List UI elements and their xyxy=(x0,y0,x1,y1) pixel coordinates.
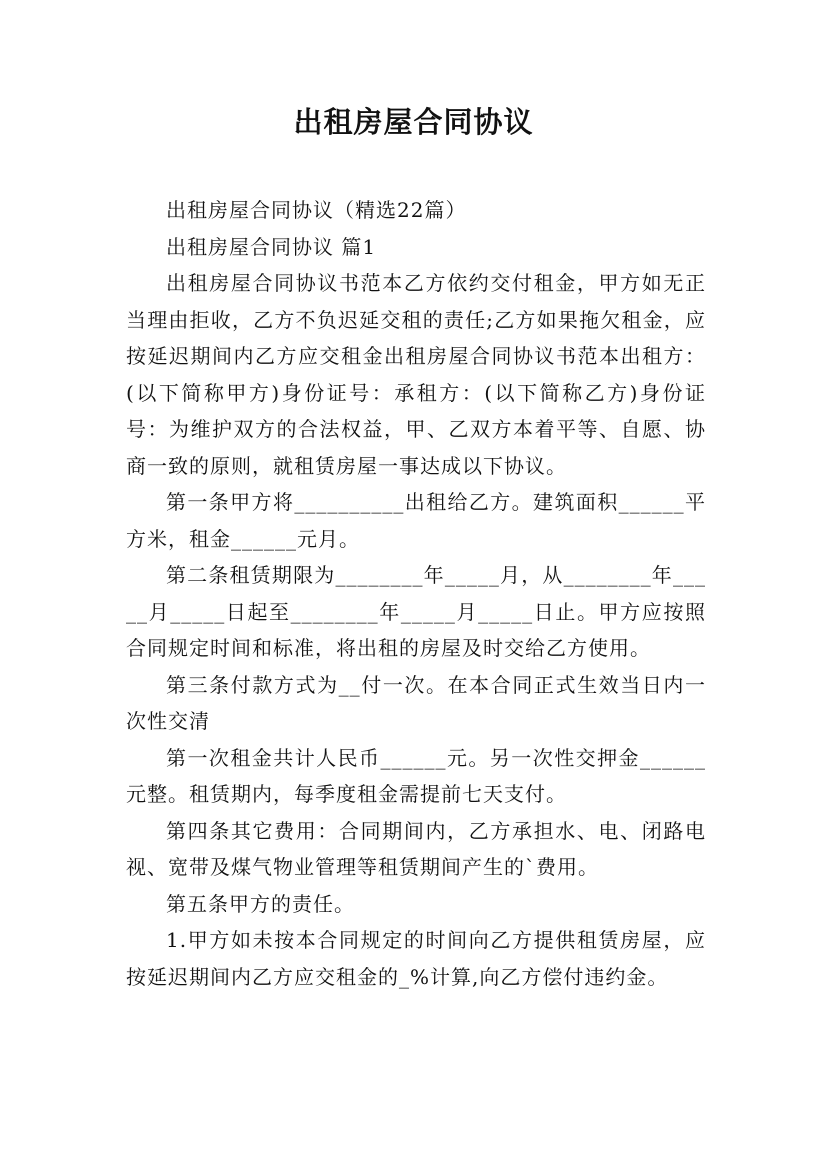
paragraph: 第四条其它费用：合同期间内，乙方承担水、电、闭路电视、宽带及煤气物业管理等租赁期间产生的`费用。 xyxy=(126,818,706,879)
paragraph: 第一条甲方将__________出租给乙方。建筑面积______平方米，租金______元月。 xyxy=(126,490,706,551)
paragraph: 第三条付款方式为__付一次。在本合同正式生效当日内一次性交清 xyxy=(126,672,706,733)
paragraph: 第一次租金共计人民币______元。另一次性交押金______元整。租赁期内，每季度租金需提前七天支付。 xyxy=(126,745,706,806)
paragraph: 第五条甲方的责任。 xyxy=(166,891,355,916)
paragraph: 出租房屋合同协议（精选22篇） xyxy=(166,198,467,222)
paragraph: 出租房屋合同协议书范本乙方依约交付租金，甲方如无正当理由拒收，乙方不负迟延交租的责任;乙方如果拖欠租金，应按延迟期间内乙方应交租金出租房屋合同协议书范本出租方：(以下简称甲方)身份证号：承租方：(以下简称乙方)身份证号：为维护双方的合法权益，甲、乙双方本着平等、自愿、协商一致的原则，就租赁房屋一事达成以下协议。 xyxy=(126,271,706,478)
paragraph: 出租房屋合同协议 篇1 xyxy=(166,234,377,259)
paragraph: 1.甲方如未按本合同规定的时间向乙方提供租赁房屋，应按延迟期间内乙方应交租金的_%计算,向乙方偿付违约金。 xyxy=(126,928,706,989)
document-body xyxy=(126,192,706,995)
paragraph: 第二条租赁期限为________年_____月，从________年_____月_____日起至________年_____月_____日止。甲方应按照合同规定时间和标准，将出租的房屋及时交给乙方使用。 xyxy=(126,563,706,660)
page-title: 出租房屋合同协议 xyxy=(293,105,534,139)
